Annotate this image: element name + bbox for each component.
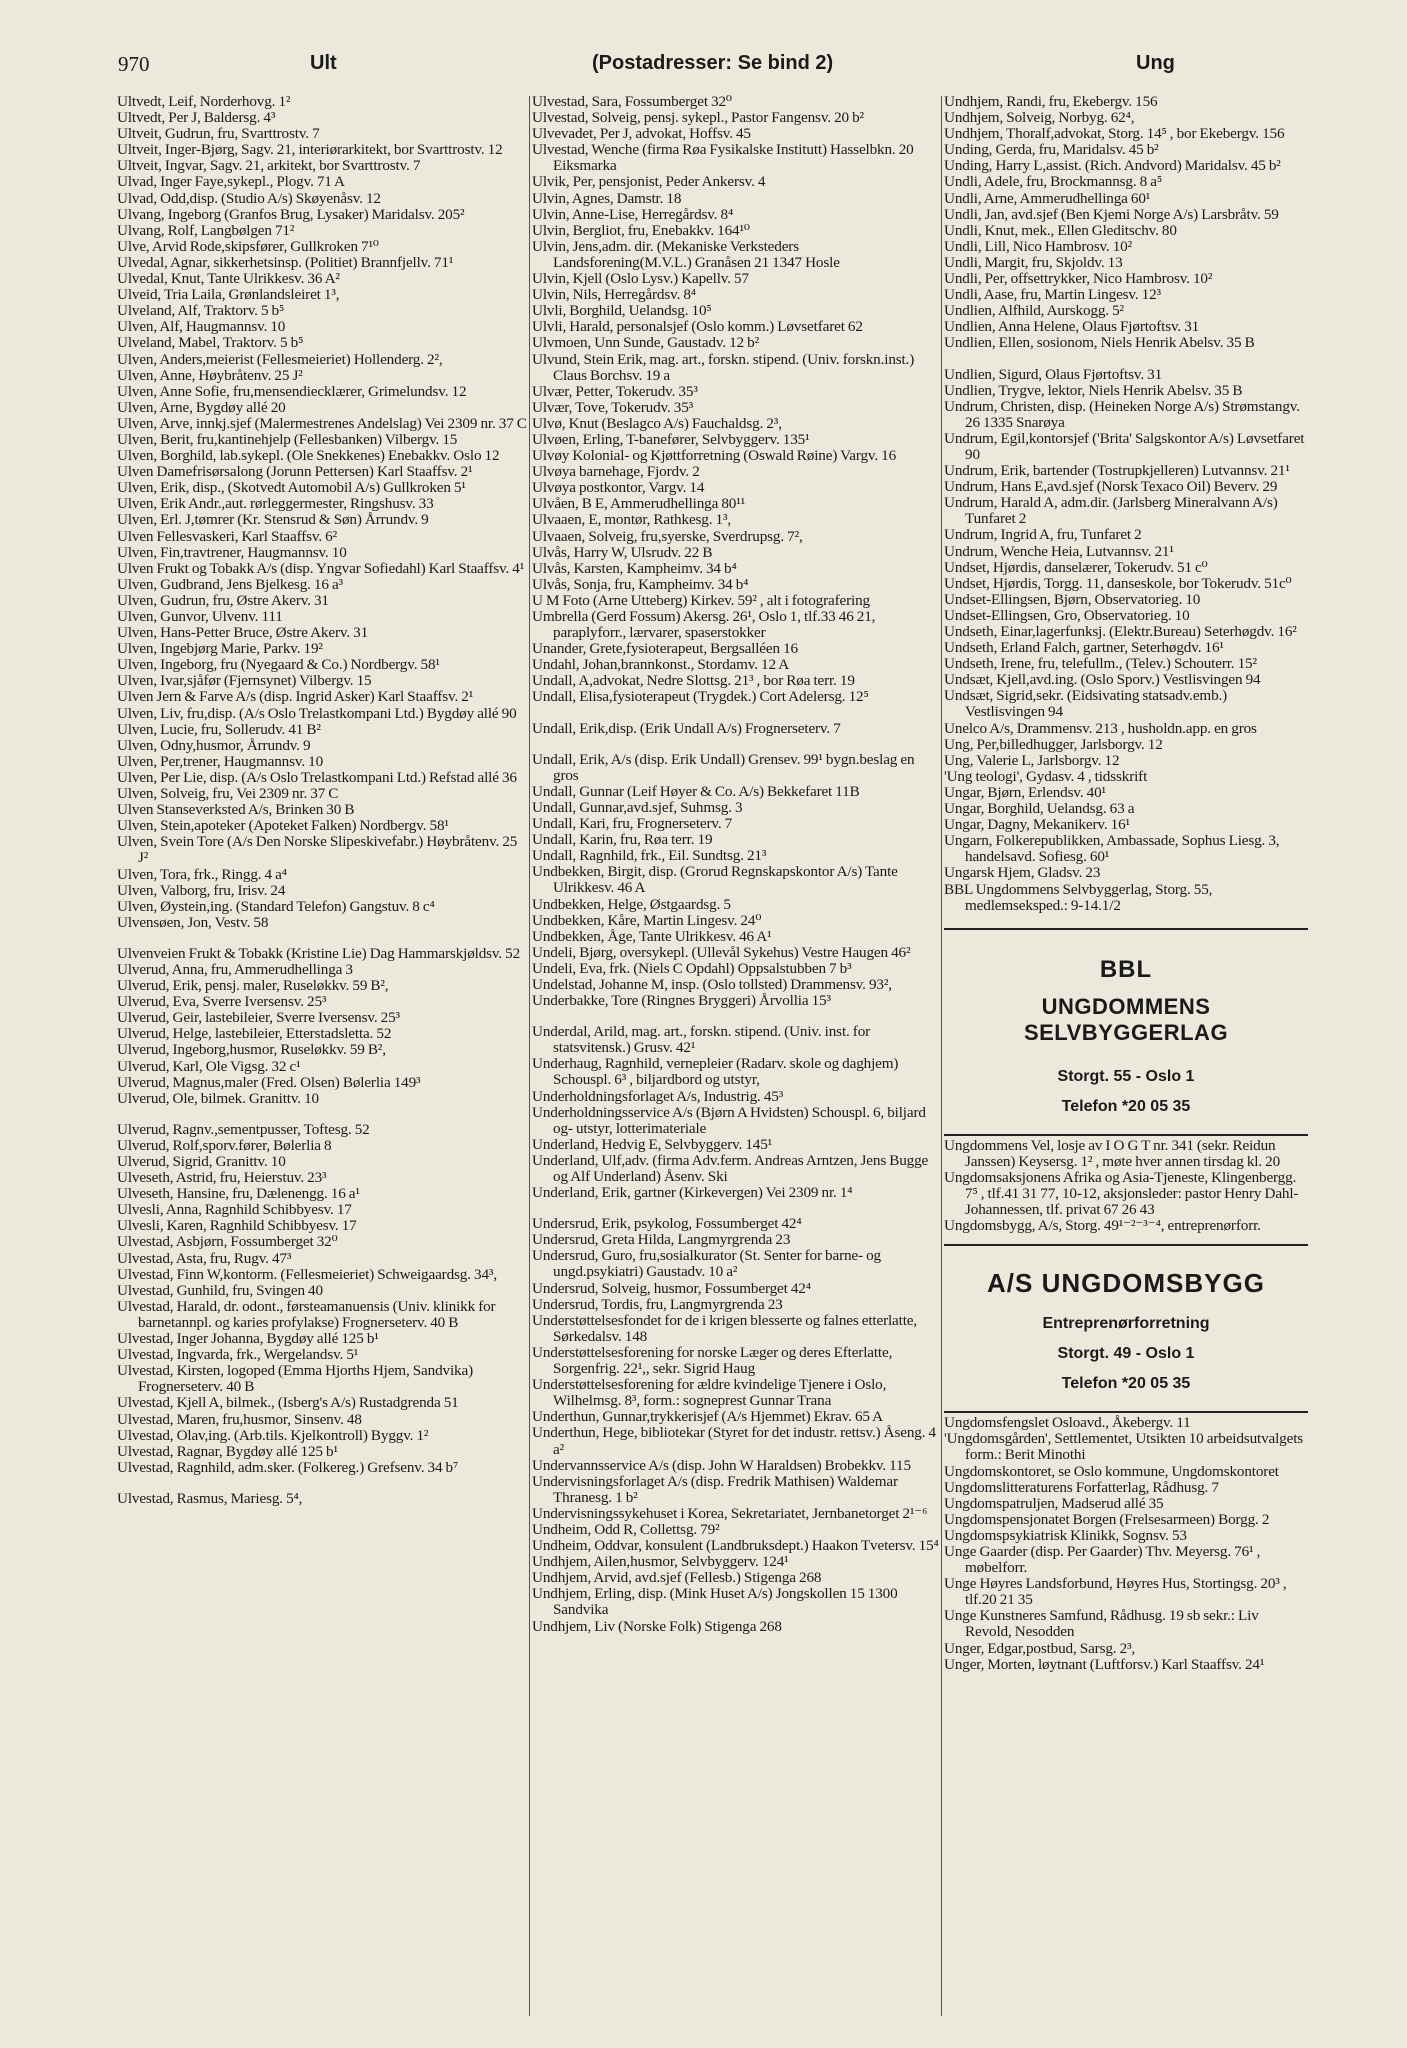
- directory-entry: Underhaug, Ragnhild, vernepleier (Radarv. skole og daghjem) Schouspl. 6³ , biljardbord og utstyr,: [532, 1055, 899, 1089]
- directory-entry: Unge Høyres Landsforbund, Høyres Hus, Stortingsg. 20³ , tlf.20 21 35: [944, 1575, 1287, 1609]
- advertisement-bbl: [944, 956, 1308, 1116]
- column-3-entries-middle: [944, 1138, 1308, 1235]
- directory-entry: Undersrud, Greta Hilda, Langmyrgrenda 23: [532, 1231, 791, 1249]
- ad-bbl-address: Storgt. 55 - Oslo 1: [1057, 1067, 1195, 1085]
- directory-entry: Ulvestad, Kirsten, logoped (Emma Hjorths Hjem, Sandvika) Frognerseterv. 40 B: [117, 1362, 473, 1396]
- directory-entry: Ulven, Berit, fru,kantinehjelp (Fellesbanken) Vilbergv. 15: [117, 430, 458, 448]
- directory-entry: Undlien, Alfhild, Aurskogg. 5²: [944, 302, 1124, 320]
- directory-entry: Ulven, Gudrun, fru, Østre Akerv. 31: [117, 591, 329, 609]
- directory-entry: Undli, Arne, Ammerudhellinga 60¹: [944, 189, 1151, 207]
- directory-entry: Undli, Aase, fru, Martin Lingesv. 12³: [944, 286, 1161, 304]
- directory-entry: Ungdomskontoret, se Oslo kommune, Ungdomskontoret: [944, 1462, 1279, 1480]
- directory-entry: Unding, Gerda, fru, Maridalsv. 45 b²: [944, 141, 1159, 159]
- directory-entry: Ulven, Arne, Bygdøy allé 20: [117, 398, 286, 416]
- directory-entry: Undall, Ragnhild, frk., Eil. Sundtsg. 21³: [532, 847, 767, 865]
- directory-entry: Ulven, Erl. J,tømrer (Kr. Stensrud & Søn) Årrundv. 9: [117, 511, 429, 529]
- directory-entry: Undrum, Harald A, adm.dir. (Jarlsberg Mineralvann A/s) Tunfaret 2: [944, 494, 1278, 528]
- directory-entry: Undbekken, Kåre, Martin Lingesv. 24⁰: [532, 911, 762, 929]
- header-left-guide-word: Ult: [310, 52, 337, 74]
- directory-entry: Ungarn, Folkerepublikken, Ambassade, Sophus Liesg. 3, handelsavd. Sofiesg. 60¹: [944, 832, 1280, 866]
- directory-entry: Ulverud, Ole, bilmek. Granittv. 10: [117, 1089, 319, 1107]
- directory-entry: Undrum, Hans E,avd.sjef (Norsk Texaco Oil) Beverv. 29: [944, 478, 1278, 496]
- directory-entry: Ulvestad, Olav,ing. (Arb.tils. Kjelkontroll) Byggv. 1²: [117, 1426, 429, 1444]
- column-3-entries-bottom: [944, 1415, 1308, 1673]
- directory-entry: Undli, Per, offsettrykker, Nico Hambrosv. 10²: [944, 270, 1213, 288]
- directory-entry: Ulvestad, Sara, Fossumberget 32⁰: [532, 93, 732, 110]
- directory-entry: Undhjem, Randi, fru, Ekebergv. 156: [944, 93, 1158, 110]
- directory-entry: Ulvær, Tove, Tokerudv. 35³: [532, 398, 694, 416]
- directory-entry: Ulvesli, Karen, Ragnhild Schibbyesv. 17: [117, 1217, 357, 1235]
- directory-entry: Ungdomsfengslet Osloavd., Åkebergv. 11: [944, 1414, 1191, 1432]
- directory-entry: Ulven, Ingebjørg Marie, Parkv. 19²: [117, 640, 323, 658]
- directory-entry: Ulvad, Inger Faye,sykepl., Plogv. 71 A: [117, 173, 345, 191]
- directory-entry: Ulvøy Kolonial- og Kjøttforretning (Oswald Røine) Vargv. 16: [532, 447, 897, 465]
- directory-entry: Undersrud, Guro, fru,sosialkurator (St. Senter for barne- og ungd.psykiatri) Gaustadv. 10 a²: [532, 1247, 881, 1281]
- directory-entry: Undli, Lill, Nico Hambrosv. 10²: [944, 237, 1133, 255]
- directory-entry: Unge Gaarder (disp. Per Gaarder) Thv. Meyersg. 76¹ , møbelforr.: [944, 1543, 1261, 1577]
- directory-entry: Undervisningsforlaget A/s (disp. Fredrik Mathisen) Waldemar Thranesg. 1 b²: [532, 1472, 898, 1506]
- directory-entry: Ulverud, Erik, pensj. maler, Ruseløkkv. 59 B²,: [117, 977, 389, 995]
- directory-entry: Ulvær, Petter, Tokerudv. 35³: [532, 382, 698, 400]
- directory-entry: Ulven, Erik, disp., (Skotvedt Automobil A/s) Gullkroken 5¹: [117, 479, 466, 497]
- directory-entry: Understøttelsesforening for ældre kvindelige Tjenere i Oslo, Wilhelmsg. 8³, form.: sogneprest Gunnar Trana: [532, 1376, 887, 1410]
- directory-entry: Ungar, Dagny, Mekanikerv. 16¹: [944, 816, 1130, 834]
- directory-entry: Ungar, Bjørn, Erlendsv. 40¹: [944, 783, 1106, 801]
- directory-entry: Ulveseth, Hansine, fru, Dælenengg. 16 a¹: [117, 1185, 360, 1203]
- directory-entry: Undeli, Bjørg, oversykepl. (Ullevål Sykehus) Vestre Haugen 46²: [532, 943, 911, 961]
- directory-entry: Undahl, Johan,brannkonst., Stordamv. 12 A: [532, 656, 790, 674]
- directory-entry: Ultveit, Gudrun, fru, Svarttrostv. 7: [117, 125, 320, 143]
- directory-entry: Ulveland, Mabel, Traktorv. 5 b⁵: [117, 334, 304, 352]
- directory-entry: Undrum, Erik, bartender (Tostrupkjelleren) Lutvannsv. 21¹: [944, 462, 1290, 480]
- directory-entry: Ulven, Valborg, fru, Irisv. 24: [117, 881, 286, 899]
- directory-entry: Ulven, Fin,travtrener, Haugmannsv. 10: [117, 543, 347, 561]
- column-1: [117, 94, 527, 1507]
- directory-entry: Ulverud, Rolf,sporv.fører, Bølerlia 8: [117, 1136, 332, 1154]
- directory-entry: 'Ungdomsgården', Settlementet, Utsikten 10 arbeidsutvalgets form.: Berit Minothi: [944, 1430, 1304, 1464]
- ad-divider: [944, 1244, 1308, 1246]
- directory-entry: Undhjem, Thoralf,advokat, Storg. 14⁵ , bor Ekebergv. 156: [944, 125, 1285, 143]
- directory-entry: Ulven, Liv, fru,disp. (A/s Oslo Trelastkompani Ltd.) Bygdøy allé 90: [117, 704, 517, 722]
- directory-entry: Undset-Ellingsen, Gro, Observatorieg. 10: [944, 606, 1190, 624]
- directory-entry: Ulvås, Harry W, Ulsrudv. 22 B: [532, 543, 713, 561]
- directory-entry: Undall, Gunnar,avd.sjef, Suhmsg. 3: [532, 798, 743, 816]
- directory-entry: Underthun, Hege, bibliotekar (Styret for det industr. rettsv.) Åseng. 4 a²: [532, 1424, 936, 1458]
- directory-entry: Undhjem, Arvid, avd.sjef (Fellesb.) Stigenga 268: [532, 1569, 822, 1587]
- directory-entry: Ulvik, Per, pensjonist, Peder Ankersv. 4: [532, 173, 766, 191]
- directory-entry: Ulven, Anne, Høybråtenv. 25 J²: [117, 366, 303, 384]
- directory-entry: Undall, Karin, fru, Røa terr. 19: [532, 831, 713, 849]
- directory-entry: 'Ung teologi', Gydasv. 4 , tidsskrift: [944, 767, 1148, 785]
- directory-entry: Underthun, Gunnar,trykkerisjef (A/s Hjemmet) Ekrav. 65 A: [532, 1408, 883, 1426]
- ad-ungdomsbygg-address: Storgt. 49 - Oslo 1: [1057, 1345, 1195, 1363]
- column-divider: [941, 96, 942, 2016]
- directory-entry: Ulven, Lucie, fru, Sollerudv. 41 B²: [117, 720, 321, 738]
- directory-entry: Undhjem, Liv (Norske Folk) Stigenga 268: [532, 1617, 782, 1635]
- directory-entry: Ulven, Borghild, lab.sykepl. (Ole Snekkenes) Enebakkv. Oslo 12: [117, 447, 500, 465]
- directory-entry: Undheim, Odd R, Collettsg. 79²: [532, 1520, 720, 1538]
- directory-entry: Ulvund, Stein Erik, mag. art., forskn. stipend. (Univ. forskn.inst.) Claus Borchsv. 19 a: [532, 350, 915, 384]
- directory-entry: Ulvås, Sonja, fru, Kampheimv. 34 b⁴: [532, 575, 749, 593]
- directory-entry: Ulverud, Helge, lastebileier, Etterstadsletta. 52: [117, 1025, 392, 1043]
- directory-entry: Ung, Per,billedhugger, Jarlsborgv. 12: [944, 735, 1163, 753]
- directory-entry: Undhjem, Erling, disp. (Mink Huset A/s) Jongskollen 15 1300 Sandvika: [532, 1585, 898, 1619]
- directory-entry: Undbekken, Birgit, disp. (Grorud Regnskapskontor A/s) Tante Ulrikkesv. 46 A: [532, 863, 898, 897]
- directory-entry: Ulvestad, Rasmus, Mariesg. 5⁴,: [117, 1489, 303, 1507]
- directory-entry: Ulven, Tora, frk., Ringg. 4 a⁴: [117, 865, 287, 883]
- directory-entry: Ulven Fellesvaskeri, Karl Staaffsv. 6²: [117, 527, 337, 545]
- directory-entry: Undall, Gunnar (Leif Høyer & Co. A/s) Bekkefaret 11B: [532, 782, 860, 800]
- directory-entry: Ungdomslitteraturens Forfatterlag, Rådhusg. 7: [944, 1478, 1219, 1496]
- directory-entry: Undhjem, Ailen,husmor, Selvbyggerv. 124¹: [532, 1553, 789, 1571]
- directory-entry: Ulvestad, Finn W,kontorm. (Fellesmeieriet) Schweigaardsg. 34³,: [117, 1265, 497, 1283]
- directory-entry: Understøttelsesfondet for de i krigen blesserte og falnes etterlatte, Sørkedalsv. 148: [532, 1311, 918, 1345]
- directory-entry: Ulven Jern & Farve A/s (disp. Ingrid Asker) Karl Staaffsv. 2¹: [117, 688, 474, 706]
- directory-entry: Undelstad, Johanne M, insp. (Oslo tollsted) Drammensv. 93²,: [532, 975, 892, 993]
- directory-entry: Undrum, Ingrid A, fru, Tunfaret 2: [944, 526, 1142, 544]
- directory-entry: Undset-Ellingsen, Bjørn, Observatorieg. 10: [944, 590, 1201, 608]
- directory-entry: Ulvestad, Kjell A, bilmek., (Isberg's A/s) Rustadgrenda 51: [117, 1394, 459, 1412]
- directory-entry: Ulven, Arve, innkj.sjef (Malermestrenes Andelslag) Vei 2309 nr. 37 C: [117, 414, 527, 432]
- directory-entry: Ulven, Ingeborg, fru (Nyegaard & Co.) Nordbergv. 58¹: [117, 656, 440, 674]
- header-right-guide-word: Ung: [1136, 52, 1175, 74]
- directory-entry: Undseth, Einar,lagerfunksj. (Elektr.Bureau) Seterhøgdv. 16²: [944, 623, 1297, 640]
- directory-entry: Undli, Jan, avd.sjef (Ben Kjemi Norge A/s) Larsbråtv. 59: [944, 205, 1279, 223]
- directory-entry: Ulverud, Ingeborg,husmor, Ruseløkkv. 59 B²,: [117, 1041, 386, 1059]
- directory-entry: Undlien, Sigurd, Olaus Fjørtoftsv. 31: [944, 365, 1163, 383]
- column-3-entries-top: [944, 94, 1308, 914]
- directory-entry: Ultvedt, Leif, Norderhovg. 1²: [117, 93, 291, 110]
- directory-entry: Umbrella (Gerd Fossum) Akersg. 26¹, Oslo 1, tlf.33 46 21, paraplyforr., lærvarer, spaserstokker: [532, 608, 876, 642]
- ad-bbl-phone: Telefon *20 05 35: [1061, 1097, 1191, 1115]
- directory-entry: Ulven, Solveig, fru, Vei 2309 nr. 37 C: [117, 785, 339, 803]
- directory-entry: Ungdommens Vel, losje av I O G T nr. 341 (sekr. Reidun Janssen) Keysersg. 1² , møte hver annen tirsdag kl. 20: [944, 1136, 1281, 1170]
- directory-entry: Ung, Valerie L, Jarlsborgv. 12: [944, 751, 1120, 769]
- directory-entry: Undrum, Egil,kontorsjef ('Brita' Salgskontor A/s) Løvsetfaret 90: [944, 429, 1305, 463]
- directory-entry: Unger, Edgar,postbud, Sarsg. 2³,: [944, 1639, 1136, 1657]
- directory-entry: Ulvøya postkontor, Vargv. 14: [532, 479, 705, 497]
- directory-entry: Ungdomsbygg, A/s, Storg. 49¹⁻²⁻³⁻⁴, entreprenørforr.: [944, 1217, 1261, 1235]
- directory-entry: Undhjem, Solveig, Norbyg. 62⁴,: [944, 109, 1135, 127]
- directory-entry: Ulvøen, Erling, T-banefører, Selvbyggerv. 135¹: [532, 430, 810, 448]
- directory-entry: Ultvedt, Per J, Baldersg. 4³: [117, 109, 276, 127]
- directory-entry: Ulvestad, Solveig, pensj. sykepl., Pastor Fangensv. 20 b²: [532, 109, 864, 127]
- directory-entry: Ulvås, Karsten, Kampheimv. 34 b⁴: [532, 559, 737, 577]
- directory-entry: Ulven, Stein,apoteker (Apoteket Falken) Nordbergv. 58¹: [117, 817, 449, 835]
- directory-entry: Underbakke, Tore (Ringnes Bryggeri) Årvollia 15³: [532, 992, 831, 1010]
- directory-entry: Ulven, Per Lie, disp. (A/s Oslo Trelastkompani Ltd.) Refstad allé 36: [117, 768, 517, 786]
- directory-entry: Ulvin, Agnes, Damstr. 18: [532, 189, 682, 207]
- directory-entry: Ulvaaen, E, montør, Rathkesg. 1³,: [532, 511, 732, 529]
- directory-entry: Ulven Damefrisørsalong (Jorunn Pettersen) Karl Staaffsv. 2¹: [117, 463, 473, 481]
- directory-entry: Underland, Erik, gartner (Kirkevergen) Vei 2309 nr. 1⁴: [532, 1184, 853, 1202]
- directory-entry: Ulvestad, Inger Johanna, Bygdøy allé 125 b¹: [117, 1330, 379, 1348]
- directory-entry: Ulvøya barnehage, Fjordv. 2: [532, 463, 700, 481]
- directory-entry: Ulvestad, Maren, fru,husmor, Sinsenv. 48: [117, 1410, 362, 1428]
- directory-entry: Ulvestad, Ingvarda, frk., Wergelandsv. 5¹: [117, 1346, 359, 1364]
- directory-entry: Ulvli, Harald, personalsjef (Oslo komm.) Løvsetfaret 62: [532, 318, 863, 336]
- directory-entry: Unger, Morten, løytnant (Luftforsv.) Karl Staaffsv. 24¹: [944, 1655, 1265, 1673]
- directory-entry: Ulvestad, Wenche (firma Røa Fysikalske Institutt) Hasselbkn. 20 Eiksmarka: [532, 141, 914, 175]
- directory-entry: Undbekken, Åge, Tante Ulrikkesv. 46 A¹: [532, 927, 772, 945]
- directory-entry: Ulven, Anders,meierist (Fellesmeieriet) Hollenderg. 2²,: [117, 350, 443, 368]
- directory-entry: Ulvø, Knut (Beslagco A/s) Fauchaldsg. 2³,: [532, 414, 782, 432]
- directory-entry: Ulvin, Jens,adm. dir. (Mekaniske Verksteders Landsforening(M.V.L.) Granåsen 21 1347 Hosle: [532, 237, 840, 271]
- directory-entry: Ulverud, Geir, lastebileier, Sverre Iversensv. 25³: [117, 1009, 400, 1027]
- directory-entry: Ulvli, Borghild, Uelandsg. 10⁵: [532, 302, 712, 320]
- directory-entry: Unge Kunstneres Samfund, Rådhusg. 19 sb sekr.: Liv Revold, Nesodden: [944, 1607, 1259, 1641]
- directory-entry: Undall, A,advokat, Nedre Slottsg. 21³ , bor Røa terr. 19: [532, 672, 855, 690]
- directory-entry: Undrum, Christen, disp. (Heineken Norge A/s) Strømstangv. 26 1335 Snarøya: [944, 397, 1300, 431]
- directory-entry: Underland, Hedvig E, Selvbyggerv. 145¹: [532, 1135, 773, 1153]
- directory-entry: Ultveit, Inger-Bjørg, Sagv. 21, interiørarkitekt, bor Svarttrostv. 12: [117, 141, 503, 159]
- directory-entry: Undall, Erik,disp. (Erik Undall A/s) Frognerseterv. 7: [532, 719, 841, 737]
- directory-entry: Ulvensøen, Jon, Vestv. 58: [117, 913, 269, 931]
- directory-entry: Ulven, Alf, Haugmannsv. 10: [117, 318, 286, 336]
- directory-entry: U M Foto (Arne Utteberg) Kirkev. 59² , alt i fotografering: [532, 591, 870, 609]
- directory-entry: Ultveit, Ingvar, Sagv. 21, arkitekt, bor Svarttrostv. 7: [117, 157, 421, 175]
- directory-entry: Ulvaaen, Solveig, fru,syerske, Sverdrupsg. 7²,: [532, 527, 803, 545]
- directory-entry: Undlien, Ellen, sosionom, Niels Henrik Abelsv. 35 B: [944, 334, 1255, 352]
- directory-entry: Undseth, Erland Falch, gartner, Seterhøgdv. 16¹: [944, 639, 1224, 657]
- directory-entry: Undset, Hjørdis, danselærer, Tokerudv. 51 c⁰: [944, 558, 1208, 576]
- directory-entry: Undall, Elisa,fysioterapeut (Trygdek.) Cort Adelersg. 12⁵: [532, 688, 869, 706]
- directory-entry: Undeli, Eva, frk. (Niels C Opdahl) Oppsalstubben 7 b³: [532, 959, 852, 977]
- page-number: 970: [118, 52, 150, 76]
- directory-entry: Ulvåen, B E, Ammerudhellinga 80¹¹: [532, 495, 746, 513]
- directory-entry: Ungdomspsykiatrisk Klinikk, Sognsv. 53: [944, 1526, 1187, 1544]
- directory-entry: Ulven, Odny,husmor, Årrundv. 9: [117, 736, 311, 754]
- column-divider: [529, 96, 530, 2016]
- directory-entry: Ulven, Svein Tore (A/s Den Norske Slipeskivefabr.) Høybråtenv. 25 J²: [117, 833, 518, 867]
- directory-entry: Ulverud, Sigrid, Granittv. 10: [117, 1153, 286, 1170]
- ad-bbl-logo-text: BBL: [1099, 955, 1153, 983]
- directory-entry: Undsæt, Kjell,avd.ing. (Oslo Sporv.) Vestlisvingen 94: [944, 671, 1261, 689]
- directory-entry: Ungar, Borghild, Uelandsg. 63 a: [944, 800, 1135, 818]
- directory-entry: Ulven, Hans-Petter Bruce, Østre Akerv. 31: [117, 624, 369, 642]
- directory-entry: Ulverud, Magnus,maler (Fred. Olsen) Bølerlia 149³: [117, 1073, 421, 1091]
- directory-entry: Underland, Ulf,adv. (firma Adv.ferm. Andreas Arntzen, Jens Bugge og Alf Underland) Åsenv. Ski: [532, 1151, 929, 1185]
- directory-entry: Ulven, Gunvor, Ulvenv. 111: [117, 608, 283, 625]
- directory-entry: Undbekken, Helge, Østgaardsg. 5: [532, 895, 731, 913]
- directory-entry: Ulvin, Nils, Herregårdsv. 8⁴: [532, 286, 696, 304]
- page-header: [118, 52, 1308, 84]
- directory-entry: Ungarsk Hjem, Gladsv. 23: [944, 864, 1101, 882]
- header-center-note: (Postadresser: Se bind 2): [592, 52, 834, 74]
- ad-ungdomsbygg-phone: Telefon *20 05 35: [1061, 1375, 1191, 1393]
- directory-entry: Ungdomsaksjonens Afrika og Asia-Tjeneste, Klingenbergg. 7⁵ , tlf.41 31 77, 10-12, aksjonsleder: pastor Henry Dahl-Johannessen, tlf. privat 67 26 43: [944, 1168, 1299, 1219]
- directory-entry: Underholdningsservice A/s (Bjørn A Hvidsten) Schouspl. 6, biljard og- utstyr, lotterimateriale: [532, 1103, 926, 1137]
- directory-entry: Ulvestad, Asta, fru, Rugv. 47³: [117, 1249, 292, 1267]
- directory-entry: Undall, Kari, fru, Frognerseterv. 7: [532, 815, 733, 833]
- directory-entry: Ulvesli, Anna, Ragnhild Schibbyesv. 17: [117, 1201, 352, 1219]
- directory-entry: Undli, Margit, fru, Skjoldv. 13: [944, 253, 1123, 271]
- directory-entry: Undersrud, Tordis, fru, Langmyrgrenda 23: [532, 1295, 783, 1313]
- directory-entry: Undall, Erik, A/s (disp. Erik Undall) Grensev. 99¹ bygn.beslag en gros: [532, 750, 915, 784]
- directory-entry: Underdal, Arild, mag. art., forskn. stipend. (Univ. inst. for statsvitensk.) Grusv. 42¹: [532, 1023, 871, 1057]
- ad-bbl-name: UNGDOMMENS SELVBYGGERLAG: [1023, 993, 1229, 1045]
- directory-entry: Undsæt, Sigrid,sekr. (Eidsivating statsadv.emb.) Vestlisvingen 94: [944, 687, 1228, 721]
- directory-entry: Ulven, Gudbrand, Jens Bjelkesg. 16 a³: [117, 575, 343, 593]
- directory-entry: Ungdomspensjonatet Borgen (Frelsesarmeen) Borgg. 2: [944, 1510, 1270, 1528]
- directory-entry: Ulven, Erik Andr.,aut. rørleggermester, Ringshusv. 33: [117, 495, 434, 513]
- directory-entry: Ulveseth, Astrid, fru, Heierstuv. 23³: [117, 1169, 327, 1187]
- directory-entry: Ulverud, Eva, Sverre Iversensv. 25³: [117, 993, 327, 1011]
- directory-entry: Undseth, Irene, fru, telefullm., (Telev.) Schouterr. 15²: [944, 655, 1257, 673]
- directory-entry: Ulvestad, Asbjørn, Fossumberget 32⁰: [117, 1233, 338, 1251]
- directory-entry: Undli, Knut, mek., Ellen Gleditschv. 80: [944, 221, 1177, 239]
- directory-entry: Undersrud, Erik, psykolog, Fossumberget 42⁴: [532, 1215, 802, 1233]
- directory-entry: Unding, Harry L,assist. (Rich. Andvord) Maridalsv. 45 b²: [944, 157, 1281, 175]
- directory-entry: Ulve, Arvid Rode,skipsfører, Gullkroken 7¹⁰: [117, 237, 379, 255]
- directory-entry: Undervannsservice A/s (disp. John W Haraldsen) Brobekkv. 115: [532, 1456, 911, 1474]
- directory-entry: Ulven, Øystein,ing. (Standard Telefon) Gangstuv. 8 c⁴: [117, 897, 435, 915]
- directory-entry: Understøttelsesforening for norske Læger og deres Efterlatte, Sorgenfrig. 22¹,, sekr. Sigrid Haug: [532, 1343, 893, 1378]
- directory-entry: Ulvmoen, Unn Sunde, Gaustadv. 12 b²: [532, 334, 759, 352]
- directory-entry: Undersrud, Solveig, husmor, Fossumberget 42⁴: [532, 1279, 811, 1297]
- directory-entry: Ulven, Per,trener, Haugmannsv. 10: [117, 752, 324, 770]
- directory-entry: Unander, Grete,fysioterapeut, Bergsalléen 16: [532, 640, 798, 658]
- directory-entry: Ulvang, Rolf, Langbølgen 71²: [117, 221, 295, 239]
- directory-entry: Undli, Adele, fru, Brockmannsg. 8 a⁵: [944, 173, 1162, 191]
- ad-ungdomsbygg-business: Entreprenørforretning: [1042, 1315, 1210, 1333]
- directory-entry: Ulvedal, Knut, Tante Ulrikkesv. 36 A²: [117, 270, 340, 288]
- directory-entry: Ulvestad, Ragnar, Bygdøy allé 125 b¹: [117, 1442, 338, 1460]
- directory-entry: Ulvestad, Harald, dr. odont., førsteamanuensis (Univ. klinikk for barnetannpl. og karies profylakse) Frognerseterv. 40 B: [117, 1297, 496, 1331]
- directory-entry: Undlien, Trygve, lektor, Niels Henrik Abelsv. 35 B: [944, 381, 1243, 399]
- ad-divider: [944, 928, 1308, 930]
- directory-entry: Unelco A/s, Drammensv. 213 , husholdn.app. en gros: [944, 719, 1257, 737]
- directory-entry: Undset, Hjørdis, Torgg. 11, danseskole, bor Tokerudv. 51c⁰: [944, 574, 1292, 592]
- directory-entry: Ulverud, Anna, fru, Ammerudhellinga 3: [117, 960, 353, 978]
- directory-entry: Undheim, Oddvar, konsulent (Landbruksdept.) Haakon Tvetersv. 15⁴: [532, 1537, 939, 1555]
- directory-entry: Ulverud, Ragnv.,sementpusser, Toftesg. 52: [117, 1120, 370, 1138]
- directory-entry: Ulvin, Kjell (Oslo Lysv.) Kapellv. 57: [532, 270, 749, 288]
- directory-entry: Ulvin, Anne-Lise, Herregårdsv. 8⁴: [532, 205, 734, 223]
- directory-entry: Ulven, Ivar,sjåfør (Fjernsynet) Vilbergv. 15: [117, 672, 372, 690]
- directory-entry: Underholdningsforlaget A/s, Industrig. 45³: [532, 1087, 784, 1105]
- directory-entry: Ulveland, Alf, Traktorv. 5 b⁵: [117, 302, 285, 320]
- column-2: [532, 94, 939, 1635]
- ad-ungdomsbygg-name: A/S UNGDOMSBYGG: [987, 1268, 1265, 1299]
- directory-entry: Undrum, Wenche Heia, Lutvannsv. 21¹: [944, 542, 1174, 560]
- directory-entry: Ulverud, Karl, Ole Vigsg. 32 c¹: [117, 1057, 301, 1075]
- directory-entry: Ulvad, Odd,disp. (Studio A/s) Skøyenåsv. 12: [117, 189, 381, 207]
- directory-entry: Ulvestad, Ragnhild, adm.sker. (Folkereg.) Grefsenv. 34 b⁷: [117, 1458, 459, 1476]
- directory-entry: Ulvedal, Agnar, sikkerhetsinsp. (Politiet) Brannfjellv. 71¹: [117, 253, 454, 271]
- advertisement-ungdomsbygg: [944, 1268, 1308, 1393]
- directory-entry: Ulven Frukt og Tobakk A/s (disp. Yngvar Sofiedahl) Karl Staaffsv. 4¹: [117, 559, 525, 577]
- ad-divider: [944, 1134, 1308, 1136]
- directory-entry: Ulvenveien Frukt & Tobakk (Kristine Lie) Dag Hammarskjøldsv. 52: [117, 944, 521, 962]
- directory-entry: Ulvestad, Gunhild, fru, Svingen 40: [117, 1281, 323, 1299]
- directory-entry: Ulven Stanseverksted A/s, Brinken 30 B: [117, 801, 355, 819]
- directory-entry: Undlien, Anna Helene, Olaus Fjørtoftsv. 31: [944, 318, 1200, 336]
- directory-entry: Undervisningssykehuset i Korea, Sekretariatet, Jernbanetorget 2¹⁻⁶: [532, 1504, 928, 1522]
- directory-entry: Ulveid, Tria Laila, Grønlandsleiret 1³,: [117, 286, 340, 304]
- directory-entry: BBL Ungdommens Selvbyggerlag, Storg. 55, medlemseksped.: 9-14.1/2: [944, 880, 1213, 914]
- directory-entry: Ulven, Anne Sofie, fru,mensendiecklærer, Grimelundsv. 12: [117, 382, 467, 400]
- ad-divider: [944, 1411, 1308, 1413]
- directory-entry: Ulvin, Bergliot, fru, Enebakkv. 164¹⁰: [532, 221, 750, 239]
- directory-entry: Ungdomspatruljen, Madserud allé 35: [944, 1494, 1164, 1512]
- directory-entry: Ulvevadet, Per J, advokat, Hoffsv. 45: [532, 125, 751, 143]
- directory-entry: Ulvang, Ingeborg (Granfos Brug, Lysaker) Maridalsv. 205²: [117, 205, 465, 223]
- column-3: [944, 94, 1308, 1673]
